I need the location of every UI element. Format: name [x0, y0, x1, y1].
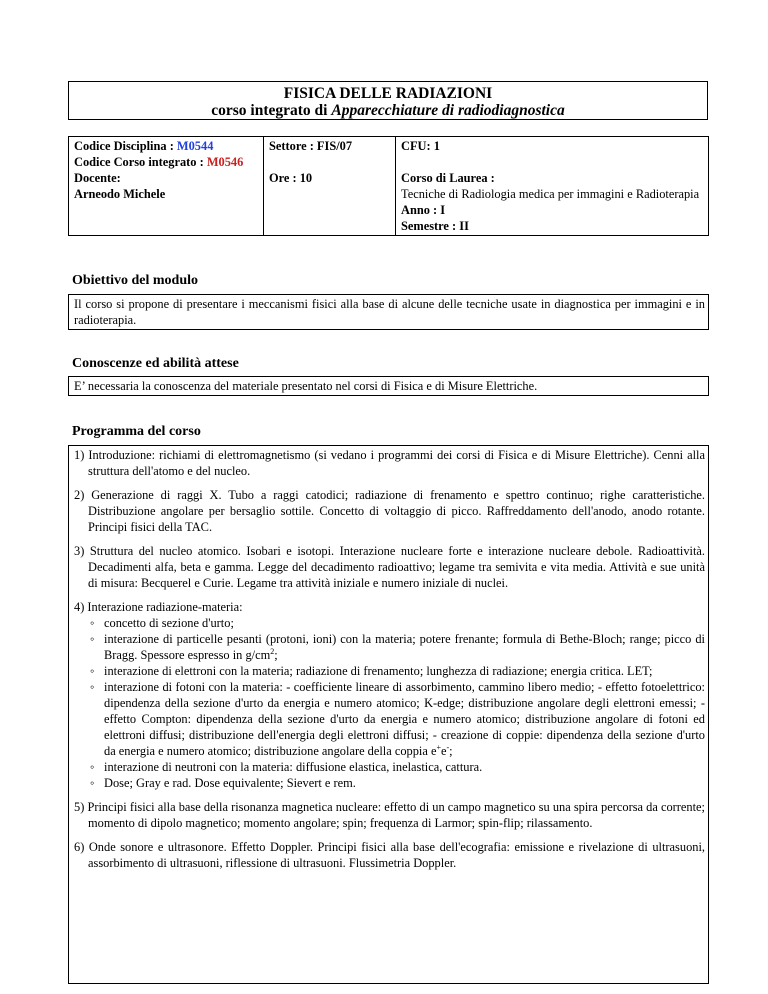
list-item: ◦ concetto di sezione d'urto;: [90, 616, 234, 630]
course-title: FISICA DELLE RADIAZIONI: [283, 85, 493, 102]
programma-box: [68, 445, 709, 984]
program-item: 5) Principi fisici alla base della risonanza magnetica nucleare: effetto di un campo magnetico su una spira percorsa da corrente; momento di dipolo magnetico; momento angolare; spin; frequenza di Larmor; spin-flip; rilassamento.: [74, 800, 705, 830]
anno: Anno : I: [401, 203, 446, 217]
codes-cell: Codice Disciplina : M0544 Codice Corso integrato : M0546 Docente: Arneodo Michele: [69, 137, 264, 236]
settore: Settore : FIS/07: [269, 139, 353, 153]
course-title-box: [68, 81, 708, 120]
corso-laurea-label: Corso di Laurea :: [401, 171, 495, 185]
cfu-cell: [396, 137, 709, 236]
list-item: ◦ interazione di particelle pesanti (protoni, ioni) con la materia; potere frenante; formula di Bethe-Bloch; range; picco di Bragg. Spessore espresso in $g/cm^2$;: [90, 632, 705, 662]
discipline-code: M0544: [176, 139, 214, 153]
list-item: ◦ Dose; Gray e rad. Dose equivalente; Sievert e rem.: [90, 776, 356, 790]
conoscenze-heading: Conoscenze ed abilità attese: [72, 356, 239, 371]
programma-heading: Programma del corso: [72, 424, 201, 439]
program-item: 2) Generazione di raggi X. Tubo a raggi catodici; radiazione di frenamento e spettro continuo; righe caratteristiche. Distribuzione angolare per bersaglio sottile. Concetto di voltaggio di picco. Raffreddamento dell'anodo, anodo rotante. Principi fisici della TAC.: [74, 488, 705, 534]
list-item: ◦ interazione di elettroni con la materia; radiazione di frenamento; lunghezza di radiazione; energia critica. LET;: [90, 664, 653, 678]
program-item: 1) Introduzione: richiami di elettromagnetismo (si vedano i programmi dei corsi di Fisica e di Misure Elettriche). Cenni alla struttura dell'atomo e del nucleo.: [74, 448, 705, 478]
program-item: 6) Onde sonore e ultrasonore. Effetto Doppler. Principi fisici alla base dell'ecografia: emissione e rivelazione di ultrasuoni, assorbimento di ultrasuoni, riflessione di ultrasuoni. Flussimetria Doppler.: [74, 840, 705, 870]
corso-laurea-value: Tecniche di Radiologia medica per immagini e Radioterapia: [401, 187, 700, 201]
list-item: ◦ interazione di fotoni con la materia: - coefficiente lineare di assorbimento, cammino libero medio; - effetto fotoelettrico: dipendenza della sezione d'urto da energia e numero atomico; K-edge; distribuzione angolare degli elettroni emessi; - effetto Compton: dipendenza della sezione d'urto da energia e numero atomico; distribuzione angolare di fotoni ed elettroni diffusi; distribuzione dell'energia degli elettroni diffusi; - creazione di coppie: dipendenza della sezione d'urto da energia e numero atomico; distribuzione angolare della coppia e+e-;: [90, 680, 705, 758]
program-item: 4) Interazione radiazione-materia: ◦ concetto di sezione d'urto; ◦ interazione di particelle pesanti (protoni, ioni) con la materia; potere frenante; formula di Bethe-Bloch; range; picco di Bragg. Spessore espresso in $g/cm^2$; ◦ interazione di elettroni con la materia; radiazione di frenamento; lunghezza di radiazione; energia critica. LET; ◦ interazione di fotoni con la materia: - coefficiente lineare di assorbimento, cammino libero medio; - effetto fotoelettrico: dipendenza della sezione d'urto da energia e numero atomico; K-edge; distribuzione angolare degli elettroni emessi; - effetto Compton: dipendenza della sezione d'urto da energia e numero atomico; distribuzione angolare di fotoni ed elettroni diffusi; distribuzione dell'energia degli elettroni diffusi; - creazione di coppie: dipendenza della sezione d'urto da energia e numero atomico; distribuzione angolare della coppia e+e-; ◦ interazione di neutroni con la materia: diffusione elastica, inelastica, cattura. ◦ Dose; Gray e rad. Dose equivalente; Sievert e rem.: [74, 600, 705, 790]
integrated-course-name: Apparecchiature di radiodiagnostica: [331, 102, 565, 119]
obiettivo-box: Il corso si propone di presentare i meccanismi fisici alla base di alcune delle tecniche usate in diagnostica per immagini e in radioterapia.: [68, 294, 709, 330]
ore: Ore : 10: [269, 171, 313, 185]
program-sublist: [90, 615, 705, 791]
course-subtitle: corso integrato di Apparecchiature di radiodiagnostica: [211, 102, 565, 119]
conoscenze-box: E’ necessaria la conoscenza del materiale presentato nel corsi di Fisica e di Misure Elettriche.: [68, 376, 709, 396]
cfu: CFU: 1: [401, 139, 440, 153]
list-item: ◦ interazione di neutroni con la materia: diffusione elastica, inelastica, cattura.: [90, 760, 483, 774]
program-item: 3) Struttura del nucleo atomico. Isobari e isotopi. Interazione nucleare forte e interazione nucleare debole. Radioattività. Decadimenti alfa, beta e gamma. Legge del decadimento radioattivo; legame tra semivita e vita media. Attività e sue unità di misura: Becquerel e Curie. Legame tra attività iniziale e numero iniziale di nuclei.: [74, 544, 705, 590]
integrated-course-code: M0546: [206, 155, 244, 169]
semestre: Semestre : II: [401, 219, 469, 233]
docente-label: Docente:: [74, 171, 121, 185]
obiettivo-heading: Obiettivo del modulo: [72, 273, 199, 288]
docente-name: Arneodo Michele: [74, 187, 166, 201]
settore-cell: [264, 137, 396, 236]
course-info-table: [68, 136, 709, 236]
